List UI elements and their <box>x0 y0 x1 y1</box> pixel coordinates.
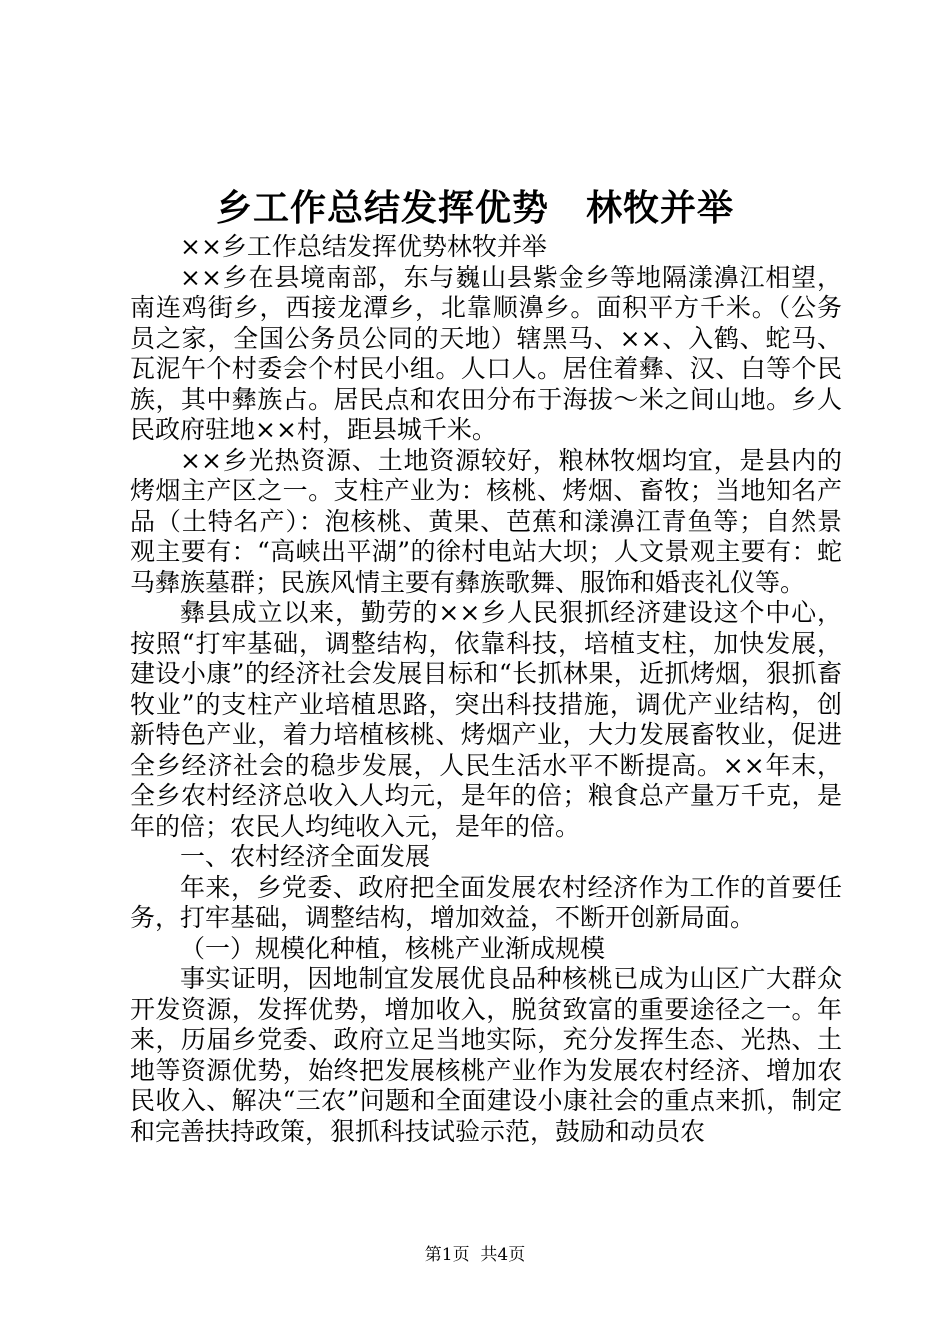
paragraph: ××乡在县境南部，东与巍山县紫金乡等地隔漾濞江相望，南连鸡街乡，西接龙潭乡，北靠顺濞乡。面积平方千米。（公务员之家，全国公务员公同的天地）辖黑马、××、入鹤、蛇马、瓦泥午个村委会个村民小组。人口人。居住着彝、汉、白等个民族，其中彝族占。居民点和农田分布于海拔～米之间山地。乡人民政府驻地××村，距县城千米。 <box>130 262 842 444</box>
page-footer: 第1页 共4页 <box>424 1245 526 1265</box>
paragraph: ××乡光热资源、土地资源较好，粮林牧烟均宜，是县内的烤烟主产区之一。支柱产业为：核桃、烤烟、畜牧；当地知名产品（土特名产）：泡核桃、黄果、芭蕉和漾濞江青鱼等；自然景观主要有：“高峡出平湖”的徐村电站大坝；人文景观主要有：蛇马彝族墓群；民族风情主要有彝族歌舞、服饰和婚丧礼仪等。 <box>130 445 842 597</box>
paragraph: 彝县成立以来，勤劳的××乡人民狠抓经济建设这个中心，按照“打牢基础，调整结构，依靠科技，培植支柱，加快发展，建设小康”的经济社会发展目标和“长抓林果，近抓烤烟，狠抓畜牧业”的支柱产业培植思路，突出科技措施，调优产业结构，创新特色产业，着力培植核桃、烤烟产业，大力发展畜牧业，促进全乡经济社会的稳步发展，人民生活水平不断提高。××年末，全乡农村经济总收入人均元，是年的倍；粮食总产量万千克，是年的倍；农民人均纯收入元，是年的倍。 <box>130 598 842 841</box>
paragraph-subtitle: ××乡工作总结发挥优势林牧并举 <box>180 232 547 261</box>
subsection-heading: （一）规模化种植，核桃产业渐成规模 <box>180 933 606 963</box>
paragraph: 年来，乡党委、政府把全面发展农村经济作为工作的首要任务，打牢基础，调整结构，增加效益，不断开创新局面。 <box>130 872 842 932</box>
document-title: 乡工作总结发挥优势 林牧并举 <box>215 188 734 229</box>
document-body <box>130 232 842 1147</box>
section-heading: 一、农村经济全面发展 <box>180 842 431 871</box>
paragraph: 事实证明，因地制宜发展优良品种核桃已成为山区广大群众开发资源，发挥优势，增加收入，脱贫致富的重要途径之一。年来，历届乡党委、政府立足当地实际，充分发挥生态、光热、土地等资源优势，始终把发展核桃产业作为发展农村经济、增加农民收入、解决“三农”问题和全面建设小康社会的重点来抓，制定和完善扶持政策，狠抓科技试验示范，鼓励和动员农 <box>130 964 842 1146</box>
